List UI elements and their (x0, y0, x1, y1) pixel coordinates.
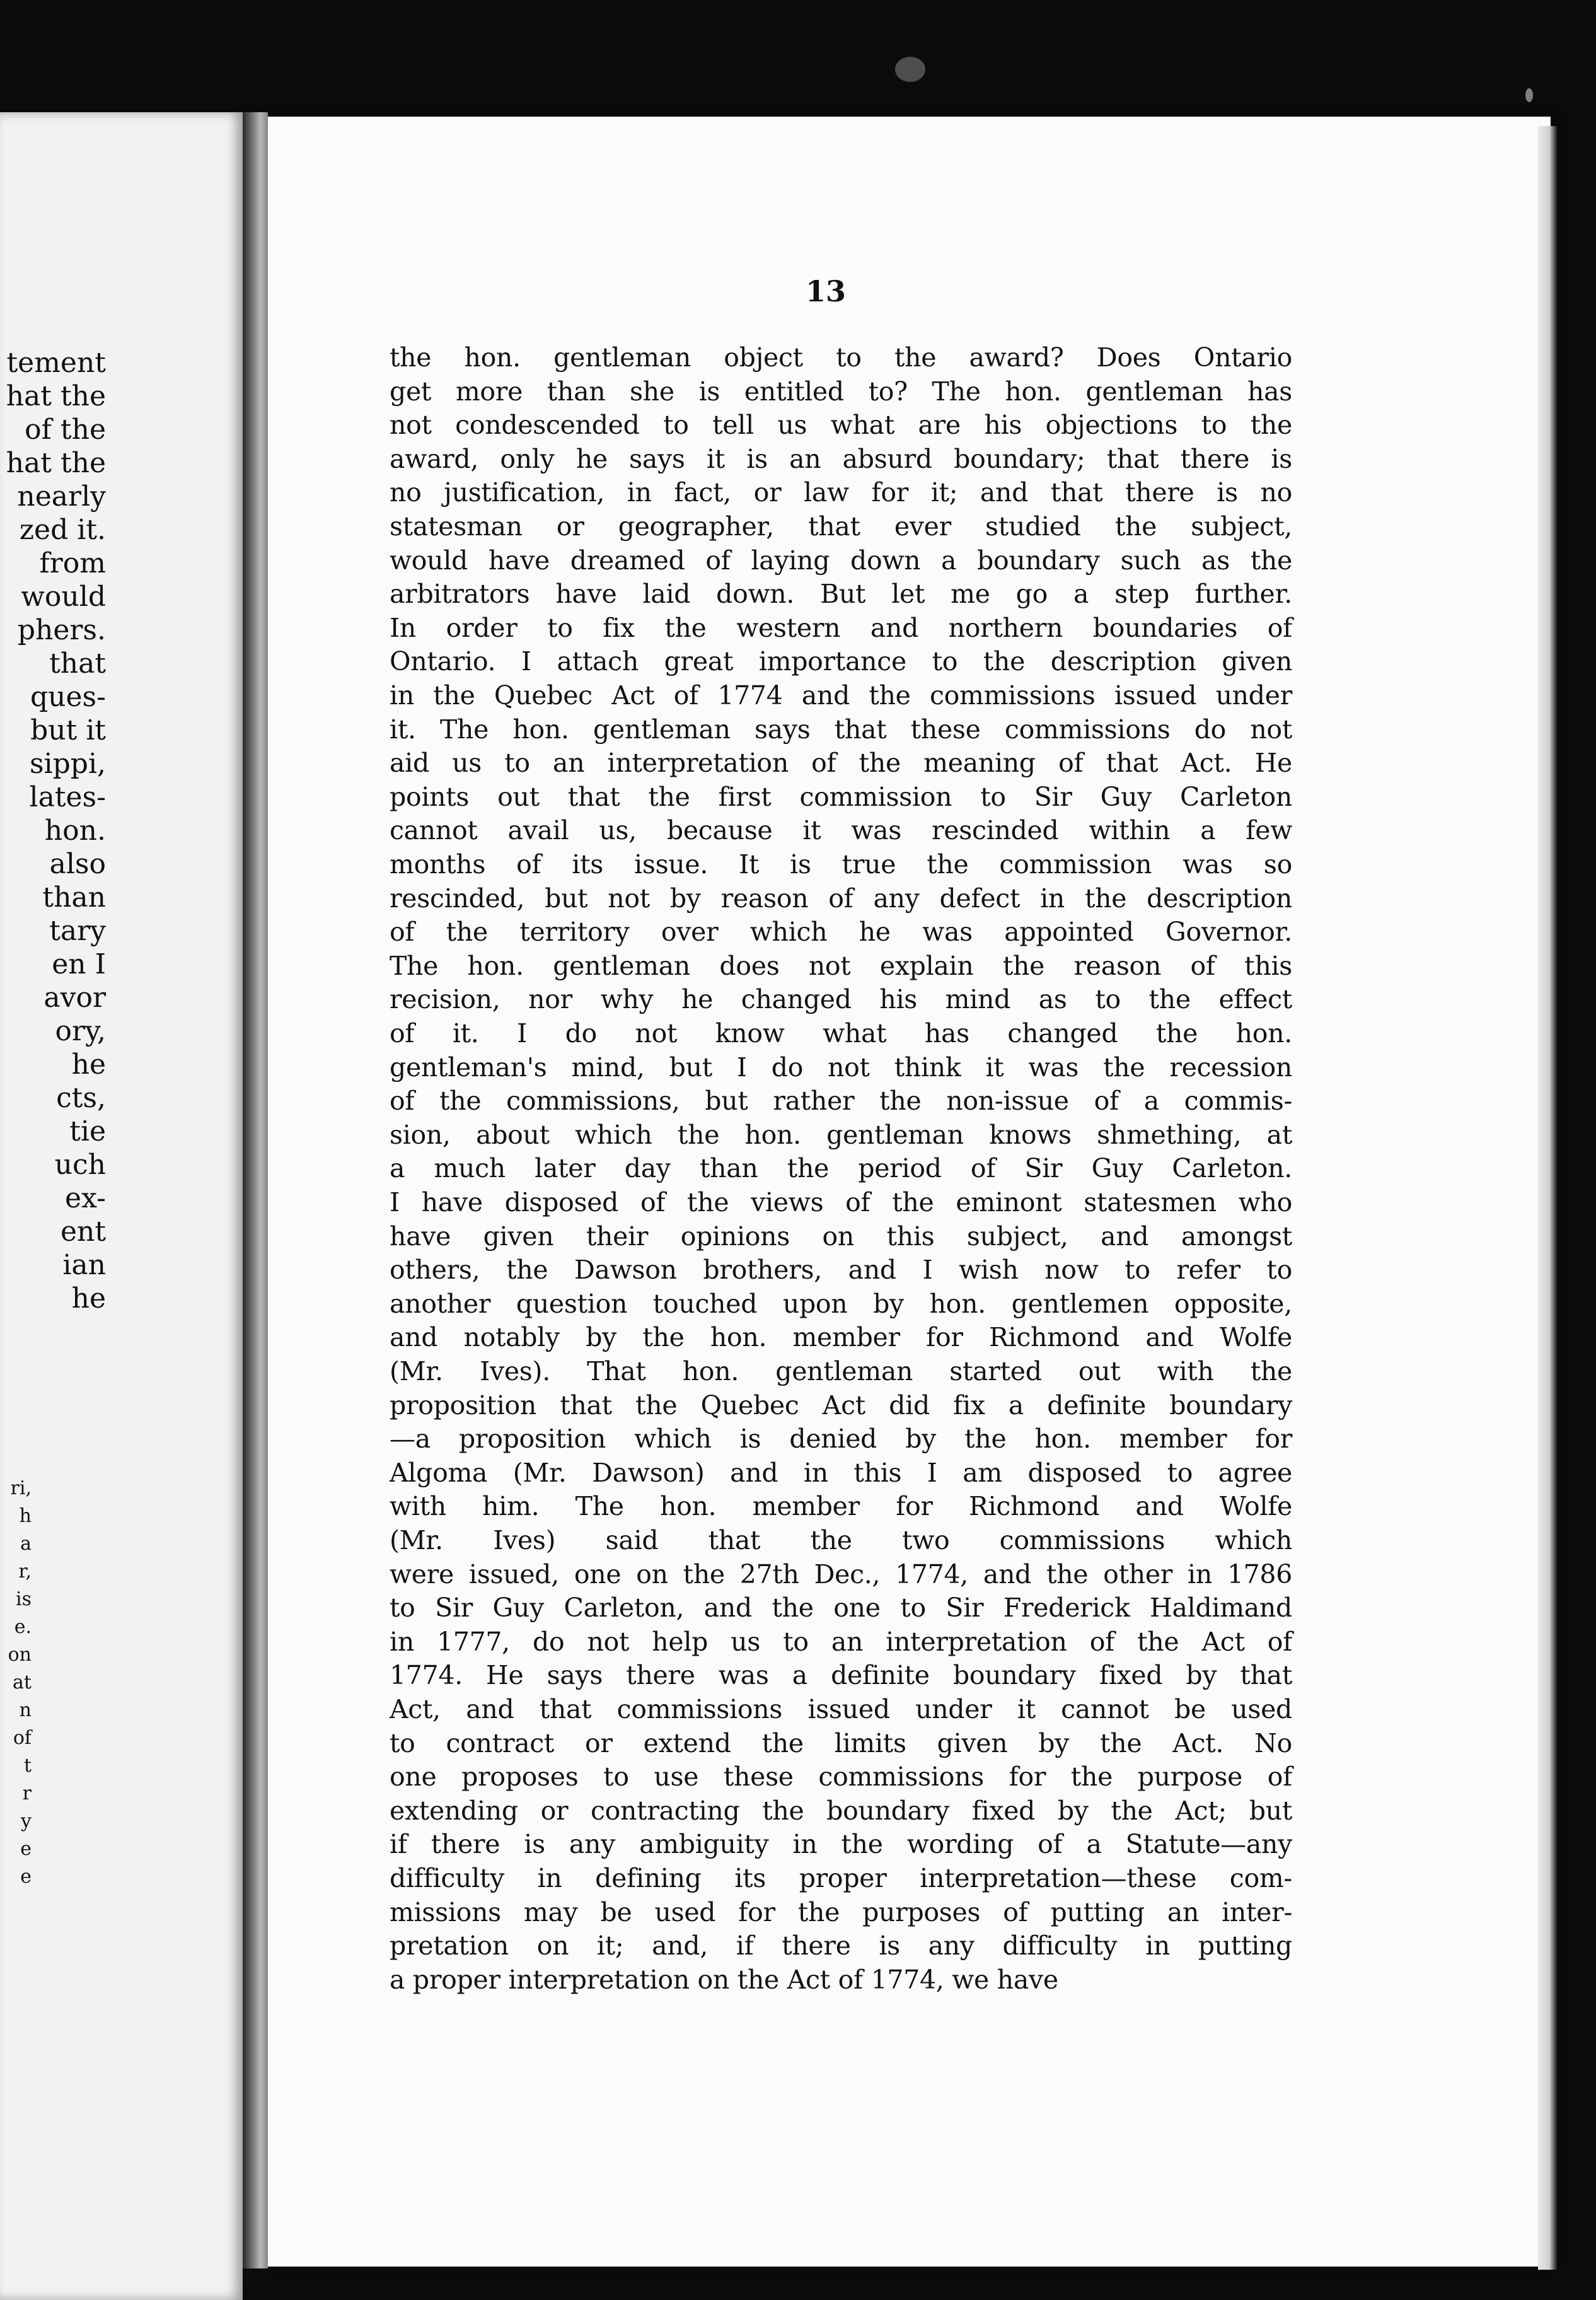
text-line: of the territory over which he was appointed Governor. (390, 917, 1292, 948)
text-line: others, the Dawson brothers, and I wish now to refer to (390, 1255, 1292, 1286)
left-page-fragment: hon. (44, 815, 106, 847)
text-line: 1774. He says there was a definite boundary fixed by that (390, 1660, 1292, 1691)
page-edge (1538, 126, 1557, 2270)
left-page-fragment: but it (30, 714, 106, 746)
left-page-fragment: that (49, 648, 106, 680)
text-line: aid us to an interpretation of the meaning of that Act. He (390, 748, 1292, 779)
text-line: to Sir Guy Carleton, and the one to Sir Frederick Haldimand (390, 1593, 1292, 1623)
text-line: would have dreamed of laying down a boundary such as the (390, 545, 1292, 576)
text-line: missions may be used for the purposes of putting an inter- (390, 1896, 1292, 1927)
left-page-fragment: phers. (17, 614, 106, 646)
text-line: Ontario. I attach great importance to the description given (390, 646, 1292, 677)
text-line: sion, about which the hon. gentleman knows shmething, at (390, 1119, 1292, 1150)
left-page-fragment: on (8, 1644, 32, 1666)
left-page-fragment: also (49, 848, 106, 880)
text-line: The hon. gentleman does not explain the reason of this (390, 950, 1292, 981)
left-page-fragment: is (16, 1588, 32, 1610)
text-line: months of its issue. It is true the commission was so (390, 849, 1292, 880)
left-page-fragment: of the (25, 414, 106, 446)
left-page-fragment: than (42, 881, 106, 914)
text-line: in 1777, do not help us to an interpretation of the Act of (390, 1626, 1292, 1657)
left-page-fragment: at (13, 1671, 32, 1693)
left-page-fragment: sippi, (29, 748, 106, 780)
left-page-fragment: t (23, 1755, 32, 1777)
left-page-fragment: ri, (10, 1477, 32, 1499)
text-line: statesman or geographer, that ever studied the subject, (390, 511, 1292, 542)
left-page-fragment: avor (43, 982, 106, 1014)
left-page-fragment: nearly (17, 480, 106, 513)
text-line: proposition that the Quebec Act did fix a definite boundary (390, 1390, 1292, 1420)
text-line: if there is any ambiguity in the wording of a Statute—any (390, 1829, 1292, 1860)
left-page-fragment: e. (14, 1616, 32, 1638)
text-line: the hon. gentleman object to the award? Does Ontario (390, 342, 1292, 373)
left-page-fragment: hat the (6, 447, 106, 479)
text-line: and notably by the hon. member for Richmond and Wolfe (390, 1322, 1292, 1353)
text-line: no justification, in fact, or law for it; and that there is no (390, 477, 1292, 508)
text-line: one proposes to use these commissions for the purpose of (390, 1762, 1292, 1792)
text-line: get more than she is entitled to? The hon. gentleman has (390, 376, 1292, 407)
text-line: to contract or extend the limits given by the Act. No (390, 1728, 1292, 1758)
left-page-fragment: n (19, 1699, 32, 1721)
text-line: it. The hon. gentleman says that these commissions do not (390, 714, 1292, 745)
text-line: another question touched upon by hon. gentlemen opposite, (390, 1288, 1292, 1319)
book-gutter (243, 112, 268, 2268)
left-page-fragment: h (19, 1505, 32, 1527)
text-line: difficulty in defining its proper interpretation—these com- (390, 1863, 1292, 1893)
text-line: arbitrators have laid down. But let me go a step further. (390, 579, 1292, 610)
text-line: Act, and that commissions issued under it cannot be used (390, 1694, 1292, 1724)
text-line: gentleman's mind, but I do not think it was the recession (390, 1052, 1292, 1083)
text-line: In order to fix the western and northern boundaries of (390, 612, 1292, 643)
left-page-fragment: tie (69, 1115, 106, 1147)
left-page-fragment: y (21, 1810, 32, 1832)
text-line: with him. The hon. member for Richmond and Wolfe (390, 1491, 1292, 1522)
left-page-fragment: a (20, 1533, 32, 1555)
text-line: extending or contracting the boundary fixed by the Act; but (390, 1795, 1292, 1826)
left-page-fragment: hat the (6, 380, 106, 412)
dust-speck (1525, 88, 1533, 102)
left-page-fragment: he (71, 1282, 106, 1315)
left-page-fragment: ian (62, 1249, 106, 1281)
left-page-fragment: from (39, 547, 106, 579)
text-line: —a proposition which is denied by the hon. member for (390, 1424, 1292, 1455)
text-line: a much later day than the period of Sir Guy Carleton. (390, 1153, 1292, 1184)
text-line: I have disposed of the views of the eminont statesmen who (390, 1187, 1292, 1217)
text-line: in the Quebec Act of 1774 and the commissions issued under (390, 680, 1292, 711)
text-line: cannot avail us, because it was rescinded within a few (390, 815, 1292, 846)
text-line: of it. I do not know what has changed the hon. (390, 1018, 1292, 1048)
text-line: rescinded, but not by reason of any defect in the description (390, 883, 1292, 914)
left-page-fragment: he (71, 1048, 106, 1081)
text-line: (Mr. Ives). That hon. gentleman started out with the (390, 1356, 1292, 1386)
text-line: were issued, one on the 27th Dec., 1774, and the other in 1786 (390, 1559, 1292, 1589)
dust-speck (895, 57, 925, 82)
left-page-fragment: r, (18, 1560, 32, 1583)
left-page-fragment: of (13, 1727, 32, 1749)
text-line: recision, nor why he changed his mind as to the effect (390, 984, 1292, 1015)
left-page-fragment: ques- (30, 681, 106, 713)
left-page-fragment: ory, (55, 1015, 106, 1047)
text-line: a proper interpretation on the Act of 1774, we have (390, 1964, 1058, 1995)
text-line: have given their opinions on this subject, and amongst (390, 1221, 1292, 1252)
left-page-fragment: ex- (65, 1182, 106, 1214)
text-line: not condescended to tell us what are his objections to the (390, 410, 1292, 441)
text-line: pretation on it; and, if there is any difficulty in putting (390, 1931, 1292, 1961)
left-page-fragment: tement (6, 347, 106, 379)
left-page-fragment: zed it. (19, 514, 106, 546)
text-line: Algoma (Mr. Dawson) and in this I am disposed to agree (390, 1457, 1292, 1488)
text-line: points out that the first commission to Sir Guy Carleton (390, 781, 1292, 812)
left-page-fragment: ent (60, 1216, 106, 1248)
text-line: of the commissions, but rather the non-issue of a commis- (390, 1086, 1292, 1117)
text-line: (Mr. Ives) said that the two commissions which (390, 1525, 1292, 1555)
left-page-fragment: e (20, 1866, 32, 1888)
left-page-fragment: lates- (29, 781, 106, 813)
left-page-fragment: en I (52, 948, 106, 980)
left-page (0, 112, 243, 2300)
left-page-fragment: would (21, 581, 106, 613)
text-line: award, only he says it is an absurd boundary; that there is (390, 443, 1292, 474)
left-page-fragment: tary (49, 915, 106, 947)
left-page-fragment: r (22, 1782, 32, 1804)
left-page-fragment: e (20, 1838, 32, 1860)
page-number: 13 (805, 274, 846, 308)
left-page-fragment: uch (54, 1149, 106, 1181)
left-page-fragment: cts, (56, 1082, 106, 1114)
